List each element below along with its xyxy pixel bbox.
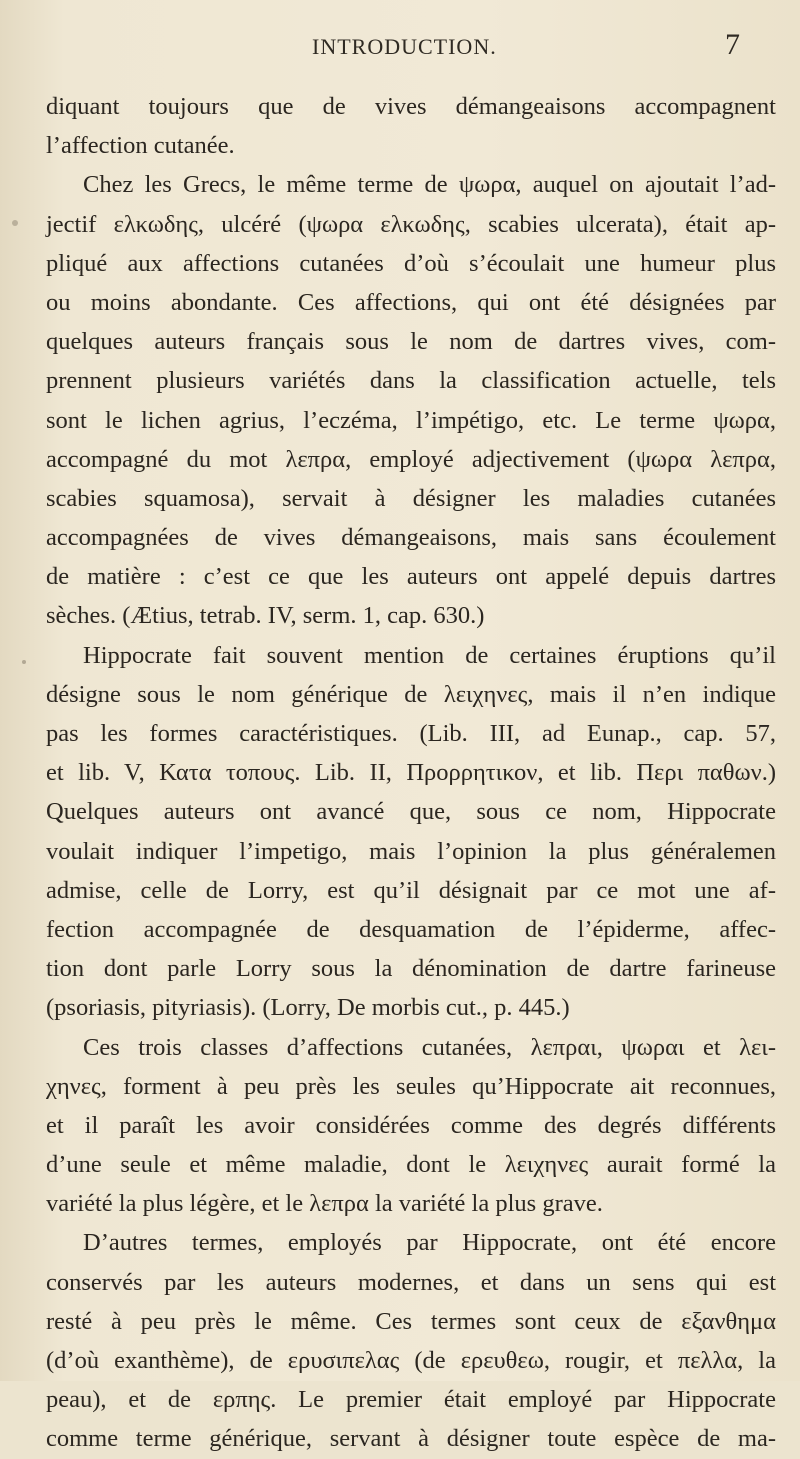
text-line: comme terme générique, servant à désigner toute espèce de ma-: [46, 1425, 776, 1453]
text-line: admise, celle de Lorry, est qu’il désignait par ce mot une af-: [46, 876, 776, 904]
text-line: χηνες, forment à peu près les seules qu’Hippocrate ait reconnues,: [46, 1072, 776, 1100]
text-line: D’autres termes, employés par Hippocrate, ont été encore: [83, 1229, 776, 1257]
text-line: tion dont parle Lorry sous la dénomination de dartre farineuse: [46, 955, 776, 983]
text-line: resté à peu près le même. Ces termes sont ceux de εξανθημα: [46, 1307, 776, 1335]
text-line: Chez les Grecs, le même terme de ψωρα, auquel on ajoutait l’ad-: [83, 171, 776, 199]
text-line: (d’où exanthème), de ερυσιπελας (de ερευθεω, rougir, et πελλα, la: [46, 1347, 776, 1374]
text-line: (psoriasis, pityriasis). (Lorry, De morbis cut., p. 445.): [46, 994, 570, 1022]
text-line: jectif ελκωδης, ulcéré (ψωρα ελκωδης, scabies ulcerata), était ap-: [46, 210, 776, 238]
text-line: désigne sous le nom générique de λειχηνες, mais il n’en indique: [46, 680, 776, 708]
text-line: et il paraît les avoir considérées comme des degrés différents: [46, 1111, 776, 1139]
text-line: Quelques auteurs ont avancé que, sous ce nom, Hippocrate: [46, 798, 776, 826]
text-line: scabies squamosa), servait à désigner les maladies cutanées: [46, 484, 776, 512]
text-line: conservés par les auteurs modernes, et dans un sens qui est: [46, 1268, 776, 1296]
text-line: fection accompagnée de desquamation de l’épiderme, affec-: [46, 915, 776, 943]
text-line: sèches. (Ætius, tetrab. IV, serm. 1, cap. 630.): [46, 602, 485, 630]
text-line: voulait indiquer l’impetigo, mais l’opinion la plus généralemen: [46, 837, 776, 865]
text-line: pas les formes caractéristiques. (Lib. III, ad Eunap., cap. 57,: [46, 720, 776, 747]
text-line: de matière : c’est ce que les auteurs ont appelé depuis dartres: [46, 563, 776, 591]
text-line: quelques auteurs français sous le nom de dartres vives, com-: [46, 328, 776, 356]
paper-speck: [22, 660, 26, 664]
text-line: pliqué aux affections cutanées d’où s’écoulait une humeur plus: [46, 249, 776, 277]
text-line: Ces trois classes d’affections cutanées, λεπραι, ψωραι et λει-: [83, 1033, 776, 1061]
paper-speck: [12, 220, 18, 226]
text-line: variété la plus légère, et le λεπρα la variété la plus grave.: [46, 1190, 603, 1218]
text-line: l’affection cutanée.: [46, 132, 235, 160]
page-number: 7: [725, 28, 740, 61]
text-line: diquant toujours que de vives démangeaisons accompagnent: [46, 93, 776, 120]
text-line: accompagné du mot λεπρα, employé adjectivement (ψωρα λεπρα,: [46, 445, 776, 473]
text-line: peau), et de ερπης. Le premier était employé par Hippocrate: [46, 1386, 776, 1414]
text-line: ou moins abondante. Ces affections, qui ont été désignées par: [46, 288, 776, 316]
text-line: d’une seule et même maladie, dont le λειχηνες aurait formé la: [46, 1151, 776, 1179]
text-line: et lib. V, Κατα τοπους. Lib. II, Προρρητικον, et lib. Περι παθων.): [46, 759, 776, 787]
text-line: Hippocrate fait souvent mention de certaines éruptions qu’il: [83, 641, 776, 669]
body-text: [46, 87, 776, 1459]
text-line: accompagnées de vives démangeaisons, mais sans écoulement: [46, 524, 776, 552]
text-line: sont le lichen agrius, l’eczéma, l’impétigo, etc. Le terme ψωρα,: [46, 406, 776, 434]
running-title: INTRODUCTION.: [312, 34, 497, 59]
text-line: prennent plusieurs variétés dans la classification actuelle, tels: [46, 367, 776, 395]
